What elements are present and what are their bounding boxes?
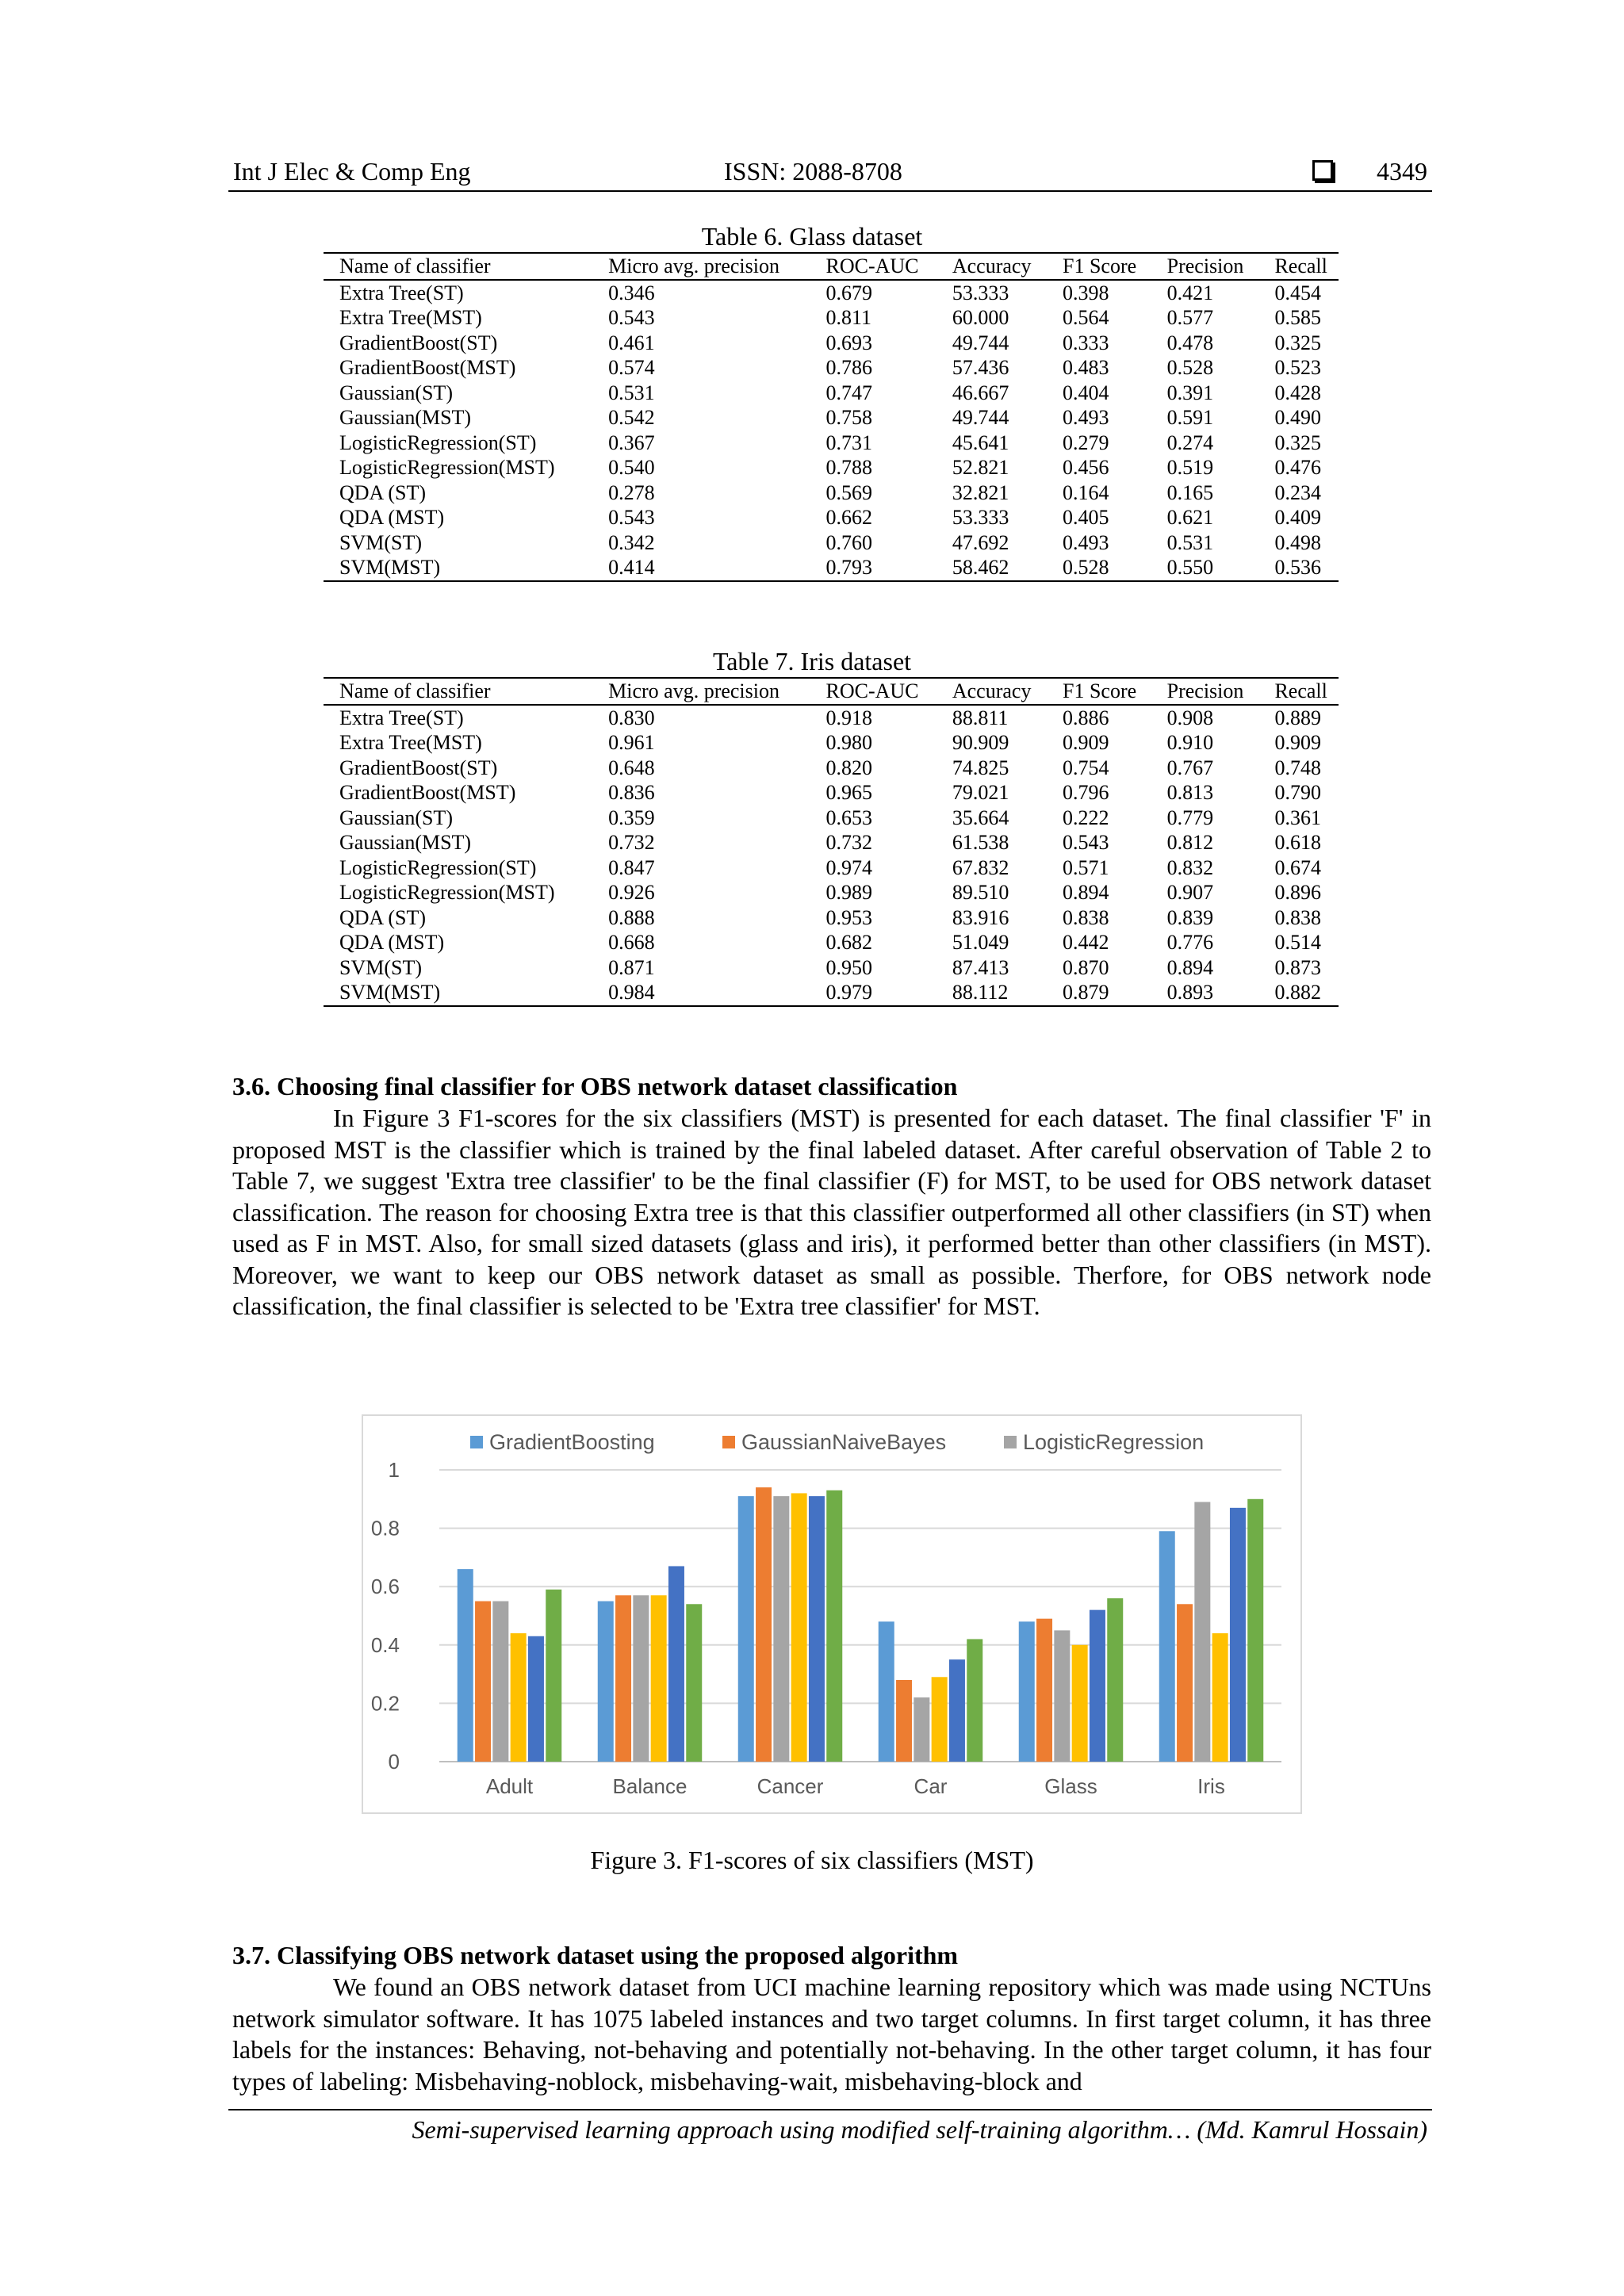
table-cell: 0.346 [608, 281, 655, 304]
table-cell: 0.421 [1166, 281, 1214, 304]
table-cell: 83.916 [952, 905, 1009, 929]
table-cell: 0.585 [1274, 306, 1321, 329]
table-cell: LogisticRegression(MST) [339, 881, 555, 904]
section-3-6-paragraph [232, 1103, 1431, 1322]
page-number: 4349 [1377, 157, 1427, 186]
table-cell: 0.888 [608, 905, 655, 929]
table-cell: 53.333 [952, 281, 1009, 304]
table-cell: 0.839 [1166, 905, 1214, 929]
table-cell: 0.234 [1274, 480, 1321, 504]
table-cell: 87.413 [952, 955, 1009, 979]
bar [1230, 1508, 1246, 1762]
table-cell: 0.989 [825, 881, 872, 904]
legend-swatch [470, 1436, 483, 1448]
table-cell: 0.404 [1062, 381, 1109, 404]
table6-caption: Table 6. Glass dataset [701, 222, 923, 251]
table-row [324, 505, 1339, 530]
table-cell: GradientBoost(ST) [339, 331, 498, 354]
table-cell: 0.569 [825, 480, 872, 504]
table-cell: 51.049 [952, 931, 1009, 954]
bar [826, 1490, 842, 1762]
table-cell: 53.333 [952, 506, 1009, 529]
page-number-group [1312, 157, 1427, 186]
table-cell: 0.222 [1062, 806, 1109, 829]
table-cell: Gaussian(ST) [339, 381, 453, 404]
table-row [324, 905, 1339, 931]
bar [598, 1601, 614, 1762]
table-cell: 0.879 [1047, 980, 1151, 1006]
table-cell: 0.790 [1274, 781, 1321, 804]
table-row [324, 855, 1339, 881]
bar [773, 1496, 789, 1762]
table-row [324, 305, 1339, 331]
bar [1194, 1502, 1210, 1762]
table-cell: 0.325 [1274, 430, 1321, 454]
table-cell: 89.510 [952, 881, 1009, 904]
table-cell: 0.478 [1166, 331, 1214, 354]
bar [791, 1493, 807, 1762]
bar [896, 1680, 912, 1762]
table-cell: 0.493 [1062, 406, 1109, 429]
bar [1212, 1633, 1228, 1762]
table-cell: 0.391 [1166, 381, 1214, 404]
table-cell: 0.531 [1166, 530, 1214, 554]
section-3-6-heading: 3.6. Choosing final classifier for OBS network dataset classification [232, 1072, 958, 1100]
page-header [228, 155, 1432, 192]
table-cell: 0.483 [1062, 356, 1109, 379]
table-cell: 0.591 [1166, 406, 1214, 429]
table-cell: 88.112 [936, 980, 1047, 1006]
table-cell: Extra Tree(ST) [339, 706, 464, 729]
table-cell: SVM(MST) [324, 980, 592, 1006]
table-cell: 0.543 [608, 306, 655, 329]
journal-name: Int J Elec & Comp Eng [233, 157, 471, 186]
table-cell: 0.950 [825, 955, 872, 979]
footer-running-title: Semi-supervised learning approach using modified self-training algorithm… (Md. Kamrul Hossain) [412, 2115, 1427, 2144]
y-tick-label: 0.4 [370, 1632, 400, 1657]
bar [651, 1595, 667, 1762]
table-cell: LogisticRegression(ST) [339, 855, 537, 879]
table-cell: 0.882 [1258, 980, 1339, 1006]
table-cell: 58.462 [936, 555, 1047, 581]
table-row [324, 280, 1339, 306]
table-cell: 0.550 [1151, 555, 1259, 581]
y-tick-label: 0 [388, 1750, 400, 1774]
x-tick-label: Balance [612, 1774, 688, 1798]
table-cell: 0.361 [1274, 806, 1321, 829]
table-cell: 32.821 [952, 480, 1009, 504]
table-header-row [324, 253, 1339, 280]
table-cell: 0.760 [825, 530, 872, 554]
bar [511, 1633, 527, 1762]
table-cell: 0.577 [1166, 306, 1214, 329]
x-tick-label: Cancer [756, 1774, 824, 1798]
table-cell: 0.668 [608, 931, 655, 954]
table-cell: 0.543 [608, 506, 655, 529]
table-cell: 0.164 [1062, 480, 1109, 504]
table-cell: Gaussian(MST) [339, 406, 472, 429]
bar [1054, 1630, 1070, 1762]
table-cell: 60.000 [952, 306, 1009, 329]
bar [1159, 1531, 1175, 1762]
bar [668, 1566, 684, 1762]
figure3-chart [362, 1414, 1302, 1814]
table-cell: 0.909 [1062, 731, 1109, 754]
table-cell: Gaussian(MST) [339, 831, 472, 854]
table-cell: 0.476 [1274, 456, 1321, 479]
y-tick-label: 0.2 [370, 1691, 400, 1716]
column-header: Name of classifier [324, 253, 592, 280]
table-cell: 0.820 [825, 756, 872, 779]
table-cell: 0.754 [1062, 756, 1109, 779]
table-cell: QDA (ST) [339, 905, 427, 929]
table-cell: 0.984 [592, 980, 810, 1006]
table-cell: 0.490 [1274, 406, 1321, 429]
table-cell: 49.744 [952, 331, 1009, 354]
table-cell: 45.641 [952, 430, 1009, 454]
column-header: ROC-AUC [810, 678, 936, 705]
table-cell: 0.953 [825, 905, 872, 929]
table-cell: 0.732 [825, 831, 872, 854]
table-cell: 74.825 [952, 756, 1009, 779]
table-cell: 0.540 [608, 456, 655, 479]
table-cell: 0.796 [1062, 781, 1109, 804]
table-cell: SVM(ST) [339, 530, 423, 554]
column-header: Micro avg. precision [592, 253, 810, 280]
table-cell: 0.398 [1062, 281, 1109, 304]
table-row [324, 455, 1339, 480]
table-row [324, 880, 1339, 905]
table-cell: 0.531 [608, 381, 655, 404]
table-cell: GradientBoost(MST) [339, 781, 516, 804]
table-cell: 0.871 [608, 955, 655, 979]
table-cell: 0.674 [1274, 855, 1321, 879]
bar [756, 1487, 772, 1762]
table-cell: 0.498 [1274, 530, 1321, 554]
table-cell: 0.405 [1062, 506, 1109, 529]
table-cell: 0.542 [608, 406, 655, 429]
table-cell: 0.847 [608, 855, 655, 879]
table-cell: 0.979 [810, 980, 936, 1006]
table-cell: 57.436 [952, 356, 1009, 379]
table-cell: 0.886 [1062, 706, 1109, 729]
bar [1090, 1610, 1105, 1762]
table-row [324, 381, 1339, 406]
table-cell: 90.909 [952, 731, 1009, 754]
table-row [324, 980, 1339, 1006]
bar [738, 1496, 754, 1762]
legend-label: GaussianNaiveBayes [741, 1430, 947, 1454]
table-cell: Extra Tree(MST) [339, 306, 482, 329]
column-header: Recall [1258, 678, 1339, 705]
bar [633, 1595, 649, 1762]
table-cell: 35.664 [952, 806, 1009, 829]
table-cell: 0.907 [1166, 881, 1214, 904]
table-cell: Gaussian(ST) [339, 806, 453, 829]
table-cell: 0.618 [1274, 831, 1321, 854]
table-cell: 0.514 [1274, 931, 1321, 954]
page-footer [228, 2109, 1432, 2145]
x-tick-label: Glass [1044, 1774, 1097, 1798]
table-cell: 0.564 [1062, 306, 1109, 329]
table-cell: GradientBoost(MST) [339, 356, 516, 379]
table-cell: 0.786 [825, 356, 872, 379]
table-cell: 46.667 [952, 381, 1009, 404]
table-row [324, 530, 1339, 556]
table-header-row [324, 678, 1339, 705]
table-cell: Extra Tree(ST) [339, 281, 464, 304]
table-cell: 0.571 [1062, 855, 1109, 879]
table-cell: 0.528 [1047, 555, 1151, 581]
table-cell: 0.894 [1062, 881, 1109, 904]
figure3-caption: Figure 3. F1-scores of six classifiers (MST) [590, 1846, 1034, 1874]
table-cell: 0.359 [608, 806, 655, 829]
table-cell: 0.679 [825, 281, 872, 304]
bar [546, 1590, 561, 1762]
table-cell: 0.278 [608, 480, 655, 504]
column-header: Accuracy [936, 253, 1047, 280]
table-cell: 0.813 [1166, 781, 1214, 804]
table-cell: SVM(ST) [339, 955, 423, 979]
table-cell: 0.653 [825, 806, 872, 829]
table-cell: 0.279 [1062, 430, 1109, 454]
bar [1036, 1619, 1052, 1762]
table-cell: 0.747 [825, 381, 872, 404]
table-row [324, 331, 1339, 356]
bar [492, 1601, 508, 1762]
x-tick-label: Adult [485, 1774, 534, 1798]
table-cell: 0.682 [825, 931, 872, 954]
section-3-7-heading: 3.7. Classifying OBS network dataset using the proposed algorithm [232, 1941, 959, 1969]
table-cell: 88.811 [952, 706, 1009, 729]
x-tick-label: Car [914, 1774, 948, 1798]
table-cell: 61.538 [952, 831, 1009, 854]
table-row [324, 405, 1339, 430]
column-header: F1 Score [1047, 678, 1151, 705]
x-tick-label: Iris [1197, 1774, 1225, 1798]
column-header: Accuracy [936, 678, 1047, 705]
table-cell: 0.894 [1166, 955, 1214, 979]
table-cell: 0.909 [1274, 731, 1321, 754]
bar [475, 1601, 491, 1762]
table-cell: 0.870 [1062, 955, 1109, 979]
bar [1107, 1598, 1123, 1762]
table-row [324, 830, 1339, 855]
bar [879, 1621, 894, 1762]
table-cell: 0.776 [1166, 931, 1214, 954]
table-cell: QDA (MST) [339, 931, 445, 954]
table-cell: 0.830 [608, 706, 655, 729]
table-cell: 0.574 [608, 356, 655, 379]
column-header: F1 Score [1047, 253, 1151, 280]
legend-swatch [1004, 1436, 1017, 1448]
table-cell: 0.693 [825, 331, 872, 354]
paragraph-text: We found an OBS network dataset from UCI machine learning repository which was made using NCTUns network simulator software. It has 1075 labeled instances and two target columns. In first target column, it has three labels for the instances: Behaving, not-behaving and potentially not-behaving. In the other target column, it has four types of labeling: Misbehaving-noblock, misbehaving-wait, misbehaving-block and [232, 1973, 1431, 2095]
table-row [324, 955, 1339, 981]
table-cell: 0.793 [810, 555, 936, 581]
column-header: ROC-AUC [810, 253, 936, 280]
bar [686, 1604, 702, 1762]
table-cell: 0.165 [1166, 480, 1214, 504]
table-cell: GradientBoost(ST) [339, 756, 498, 779]
bar [949, 1659, 965, 1762]
table-cell: 0.731 [825, 430, 872, 454]
table-row [324, 355, 1339, 381]
bar [1072, 1645, 1088, 1762]
table-cell: 0.274 [1166, 430, 1214, 454]
bar [914, 1697, 929, 1762]
checkbox-square-icon [1312, 160, 1333, 181]
table-cell: 0.767 [1166, 756, 1214, 779]
table6 [324, 252, 1339, 582]
y-tick-label: 0.8 [370, 1516, 400, 1540]
legend-label: LogisticRegression [1023, 1430, 1205, 1454]
column-header: Recall [1258, 253, 1339, 280]
table-cell: 0.873 [1274, 955, 1321, 979]
y-tick-label: 0.6 [370, 1575, 400, 1599]
column-header: Name of classifier [324, 678, 592, 705]
table-cell: 0.528 [1166, 356, 1214, 379]
bar [967, 1639, 982, 1762]
table-cell: 0.461 [608, 331, 655, 354]
table-cell: QDA (MST) [339, 506, 445, 529]
table-cell: 0.456 [1062, 456, 1109, 479]
table-cell: 0.961 [608, 731, 655, 754]
table-cell: 79.021 [952, 781, 1009, 804]
table-cell: 0.454 [1274, 281, 1321, 304]
table-cell: 0.811 [825, 306, 872, 329]
table-cell: 0.414 [592, 555, 810, 581]
paragraph-text: In Figure 3 F1-scores for the six classifiers (MST) is presented for each dataset. The final classifier 'F' in proposed MST is the classifier which is trained by the final labeled dataset. After careful observation of Table 2 to Table 7, we suggest 'Extra tree classifier' to be the final classifier (F) for MST, to be used for OBS network dataset classification. The reason for choosing Extra tree is that this classifier outperformed all other classifiers (in ST) when used as F in MST. Also, for small sized datasets (glass and iris), it performed better than other classifiers (in MST). Moreover, we want to keep our OBS network dataset as small as possible. Therfore, for OBS network node classification, the final classifier is selected to be 'Extra tree classifier' for MST. [232, 1104, 1431, 1320]
table-cell: 0.918 [825, 706, 872, 729]
table-cell: 0.621 [1166, 506, 1214, 529]
column-header: Micro avg. precision [592, 678, 810, 705]
table-row [324, 555, 1339, 581]
table-cell: 0.519 [1166, 456, 1214, 479]
table-cell: 0.980 [825, 731, 872, 754]
table-cell: 0.523 [1274, 356, 1321, 379]
issn: ISSN: 2088-8708 [724, 157, 902, 186]
table-cell: 0.543 [1062, 831, 1109, 854]
table-cell: Extra Tree(MST) [339, 731, 482, 754]
table-row [324, 756, 1339, 781]
table-cell: 0.428 [1274, 381, 1321, 404]
bar [932, 1677, 948, 1762]
legend-swatch [722, 1436, 735, 1448]
bar [1177, 1604, 1193, 1762]
table-cell: 0.836 [608, 781, 655, 804]
table-cell: 67.832 [952, 855, 1009, 879]
legend-label: GradientBoosting [489, 1430, 655, 1454]
column-header: Precision [1151, 678, 1259, 705]
table-cell: 0.965 [825, 781, 872, 804]
table-cell: 0.758 [825, 406, 872, 429]
bar [528, 1636, 544, 1762]
table-row [324, 780, 1339, 806]
table-cell: 0.648 [608, 756, 655, 779]
bar [1247, 1499, 1263, 1762]
table7 [324, 677, 1339, 1007]
bar [458, 1569, 473, 1762]
table-cell: 0.908 [1166, 706, 1214, 729]
table-cell: 0.838 [1062, 905, 1109, 929]
table-row [324, 806, 1339, 831]
y-tick-label: 1 [388, 1458, 400, 1482]
table-cell: 0.812 [1166, 831, 1214, 854]
table-cell: 0.910 [1166, 731, 1214, 754]
table-cell: 0.838 [1274, 905, 1321, 929]
table-cell: 0.409 [1274, 506, 1321, 529]
table-cell: 0.779 [1166, 806, 1214, 829]
table-cell: 49.744 [952, 406, 1009, 429]
table-cell: SVM(MST) [324, 555, 592, 581]
table-cell: 0.748 [1274, 756, 1321, 779]
table-cell: LogisticRegression(ST) [339, 430, 537, 454]
table7-caption: Table 7. Iris dataset [712, 647, 912, 675]
table-cell: 0.974 [825, 855, 872, 879]
table-cell: 0.896 [1274, 881, 1321, 904]
table-cell: 0.732 [608, 831, 655, 854]
table-cell: 0.788 [825, 456, 872, 479]
table-cell: LogisticRegression(MST) [339, 456, 555, 479]
section-3-7-paragraph [232, 1972, 1431, 2097]
table-row [324, 705, 1339, 731]
column-header: Precision [1151, 253, 1259, 280]
table-cell: 0.889 [1274, 706, 1321, 729]
table-cell: 0.325 [1274, 331, 1321, 354]
bar [809, 1496, 825, 1762]
table-cell: 0.442 [1062, 931, 1109, 954]
table-cell: 0.493 [1062, 530, 1109, 554]
table-cell: QDA (ST) [339, 480, 427, 504]
table-row [324, 730, 1339, 756]
table-cell: 0.926 [608, 881, 655, 904]
table-cell: 0.367 [608, 430, 655, 454]
table-cell: 0.333 [1062, 331, 1109, 354]
table-cell: 0.893 [1151, 980, 1259, 1006]
table-row [324, 480, 1339, 506]
bar-chart-svg [363, 1416, 1300, 1812]
table-cell: 0.662 [825, 506, 872, 529]
table-cell: 47.692 [952, 530, 1009, 554]
table-cell: 52.821 [952, 456, 1009, 479]
bar [1019, 1621, 1035, 1762]
table-cell: 0.832 [1166, 855, 1214, 879]
table-cell: 0.536 [1258, 555, 1339, 581]
bar [615, 1595, 631, 1762]
table-row [324, 430, 1339, 456]
table-cell: 0.342 [608, 530, 655, 554]
table-row [324, 930, 1339, 955]
